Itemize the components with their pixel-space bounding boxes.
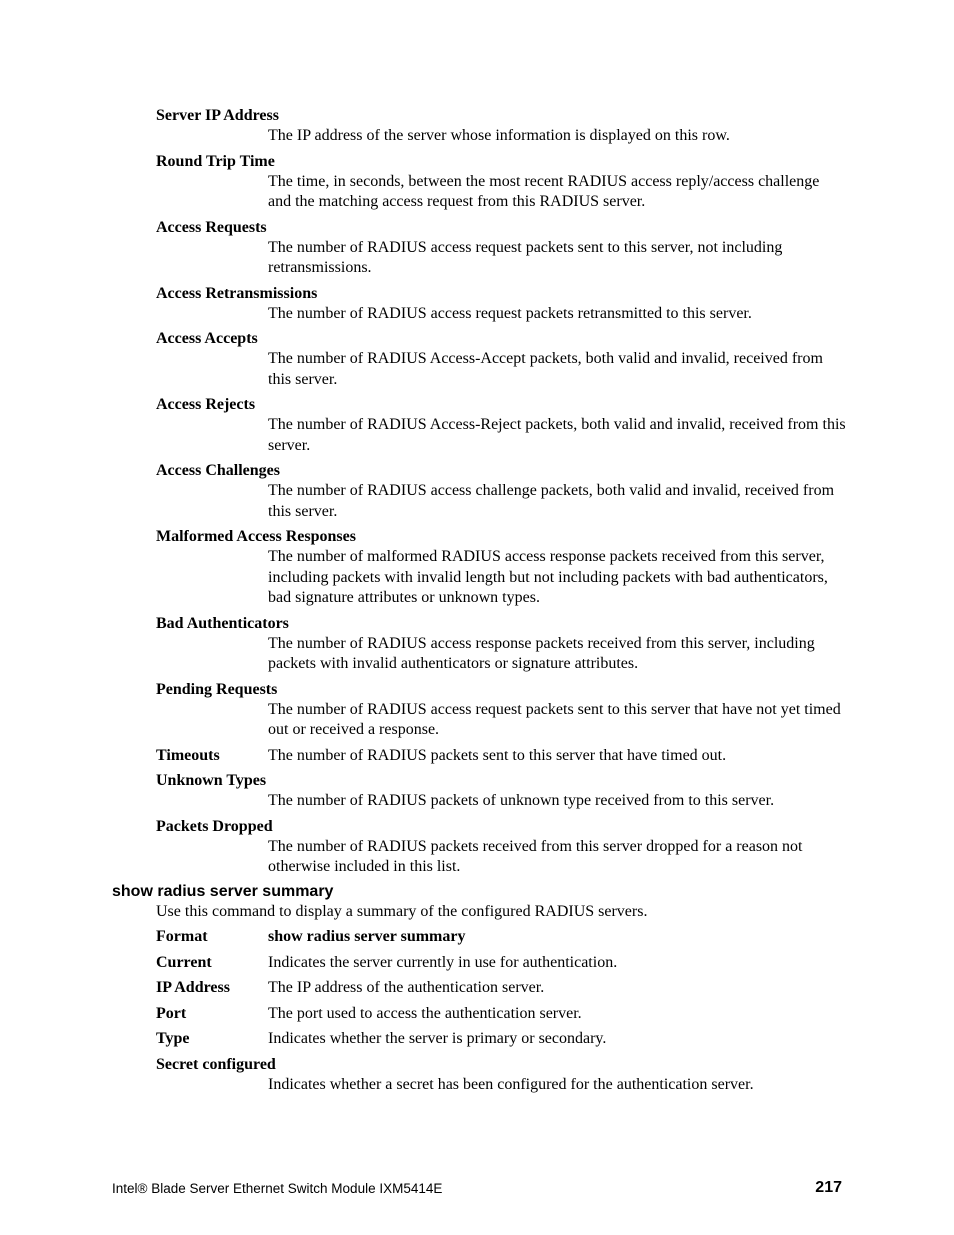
field-entry bbox=[156, 1055, 846, 1096]
format-entry bbox=[156, 927, 846, 948]
field-term: IP Address bbox=[156, 979, 230, 996]
field-description: The number of RADIUS packets received from this server dropped for a reason not otherwise included in this list. bbox=[268, 837, 803, 875]
field-term: Round Trip Time bbox=[156, 152, 275, 170]
field-term: Access Challenges bbox=[156, 462, 280, 479]
field-term: Unknown Types bbox=[156, 772, 267, 789]
field-description: The number of RADIUS access request packets retransmitted to this server. bbox=[268, 304, 752, 322]
field-entry bbox=[156, 614, 846, 675]
field-entry bbox=[156, 152, 846, 213]
field-description: The IP address of the server whose information is displayed on this row. bbox=[268, 127, 730, 144]
field-entry bbox=[156, 771, 846, 812]
page-number: 217 bbox=[815, 1179, 842, 1196]
field-description: The number of RADIUS access response packets received from this server, including packets with invalid authenticators or signature attributes. bbox=[268, 634, 815, 672]
field-entry bbox=[156, 106, 846, 147]
field-entry bbox=[156, 527, 846, 609]
field-description: The number of RADIUS access request packets sent to this server, not including retransmissions. bbox=[268, 238, 783, 276]
field-entry bbox=[156, 1029, 846, 1050]
field-term: Access Requests bbox=[156, 218, 267, 236]
field-entry bbox=[156, 978, 846, 999]
field-description: The number of RADIUS Access-Reject packets, both valid and invalid, received from this server. bbox=[268, 416, 846, 454]
field-term: Secret configured bbox=[156, 1055, 276, 1073]
statistics-field-list bbox=[156, 106, 846, 883]
field-term: Type bbox=[156, 1030, 190, 1047]
field-term: Timeouts bbox=[156, 746, 220, 764]
field-entry bbox=[156, 817, 846, 878]
field-term: Packets Dropped bbox=[156, 817, 273, 835]
format-term: Format bbox=[156, 928, 208, 945]
field-entry bbox=[156, 395, 846, 456]
section-intro: Use this command to display a summary of the configured RADIUS servers. bbox=[156, 903, 648, 920]
field-description: The number of malformed RADIUS access response packets received from this server, including packets with invalid length but not including packets with bad authenticators, bad signature attributes or unknown types. bbox=[268, 548, 828, 606]
field-description: The number of RADIUS packets sent to this server that have timed out. bbox=[268, 746, 727, 764]
field-term: Access Accepts bbox=[156, 330, 258, 347]
field-term: Current bbox=[156, 953, 212, 971]
field-entry bbox=[156, 953, 846, 974]
field-description: Indicates the server currently in use for authentication. bbox=[268, 953, 618, 971]
field-description: The number of RADIUS access request packets sent to this server that have not yet timed out or received a response. bbox=[268, 700, 841, 738]
field-description: Indicates whether a secret has been configured for the authentication server. bbox=[268, 1075, 754, 1093]
field-description: The IP address of the authentication server. bbox=[268, 979, 545, 996]
field-description: The number of RADIUS access challenge packets, both valid and invalid, received from this server. bbox=[268, 482, 835, 520]
field-term: Port bbox=[156, 1004, 187, 1022]
summary-section bbox=[156, 902, 846, 1100]
field-entry bbox=[156, 1004, 846, 1025]
field-term: Access Rejects bbox=[156, 396, 256, 413]
field-entry bbox=[156, 284, 846, 325]
field-description: The number of RADIUS Access-Accept packets, both valid and invalid, received from this server. bbox=[268, 350, 823, 388]
field-term: Server IP Address bbox=[156, 107, 279, 124]
field-term: Bad Authenticators bbox=[156, 614, 289, 632]
field-term: Malformed Access Responses bbox=[156, 528, 356, 545]
field-description: The port used to access the authentication server. bbox=[268, 1004, 582, 1022]
field-term: Access Retransmissions bbox=[156, 284, 318, 302]
field-entry bbox=[156, 680, 846, 741]
field-entry bbox=[156, 329, 846, 390]
field-entry bbox=[156, 461, 846, 522]
field-entry bbox=[156, 218, 846, 279]
field-description: The time, in seconds, between the most recent RADIUS access reply/access challenge and the matching access request from this RADIUS server. bbox=[268, 172, 820, 210]
field-entry bbox=[156, 746, 846, 767]
field-term: Pending Requests bbox=[156, 680, 278, 698]
section-heading: show radius server summary bbox=[112, 883, 334, 900]
footer-doc-title: Intel® Blade Server Ethernet Switch Module IXM5414E bbox=[112, 1181, 443, 1196]
format-command: show radius server summary bbox=[268, 928, 466, 945]
field-description: Indicates whether the server is primary or secondary. bbox=[268, 1030, 607, 1047]
field-description: The number of RADIUS packets of unknown type received from to this server. bbox=[268, 792, 775, 809]
